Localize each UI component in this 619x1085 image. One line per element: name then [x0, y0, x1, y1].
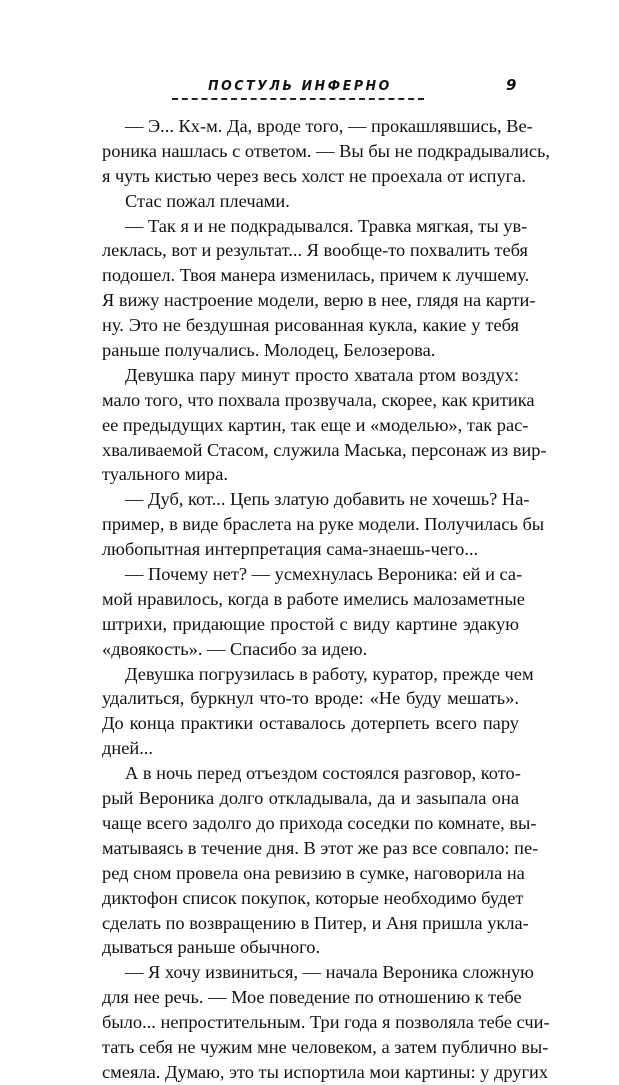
text-line: дней... [102, 738, 153, 759]
text-line: чаще всего задолго до прихода соседки по комнате, вы- [102, 812, 537, 833]
text-line: Я вижу настроение модели, верю в нее, глядя на карти- [102, 290, 536, 311]
text-line: мой нравилось, когда в работе имелись малозаметные [102, 588, 525, 609]
text-line: роника нашлась с ответом. — Вы бы не подкрадывались, [102, 140, 551, 161]
text-line: пример, в виде браслета на руке модели. Получилась бы [102, 514, 545, 535]
text-line: — Почему нет? — усмехнулась Вероника: ей и са- [125, 564, 523, 585]
text-line: раньше получались. Молодец, Белозерова. [102, 340, 436, 361]
text-line: подошел. Твоя манера изменилась, причем к лучшему. [102, 265, 530, 286]
text-line: — Дуб, кот... Цепь златую добавить не хочешь? На- [125, 489, 530, 510]
text-line: удалиться, буркнул что-то вроде: «Не буду мешать». [102, 688, 519, 709]
text-line: — Э... Кх-м. Да, вроде того, — прокашлявшись, Ве- [125, 116, 533, 136]
text-line: любопытная интерпретация сама-знаешь-чего... [102, 539, 479, 560]
header-dashed-rule [172, 98, 424, 100]
text-line: было... непростительным. Три года я позволяла тебе счи- [102, 1012, 550, 1033]
text-line: тать себя не чужим мне человеком, а затем публично вы- [102, 1036, 549, 1057]
text-line: туального мира. [102, 464, 228, 485]
text-line: леклась, вот и результат... Я вообще-то похвалить тебя [102, 240, 528, 261]
text-line: диктофон список покупок, которые необходимо будет [102, 887, 524, 908]
text-line: Девушка пару минут просто хватала ртом воздух: [125, 364, 519, 385]
body-text [102, 114, 551, 1085]
running-title: ПОСТУЛЬ ИНФЕРНО [208, 77, 392, 94]
text-line: смеяла. Думаю, это ты испортила мои картины: у других [102, 1061, 549, 1082]
text-line: Девушка погрузилась в работу, куратор, прежде чем [125, 663, 534, 684]
text-line: я чуть кистью через весь холст не проехала от испуга. [102, 165, 526, 186]
text-line: «двоякость». — Спасибо за идею. [102, 638, 368, 659]
text-line: матываясь в течение дня. В этот же раз все совпало: пе- [102, 837, 539, 858]
text-line: мало того, что похвала прозвучала, скорее, как критика [102, 389, 535, 410]
text-line: ну. Это не бездушная рисованная кукла, какие у тебя [102, 315, 519, 336]
text-line: хваливаемой Стасом, служила Маська, персонаж из вир- [102, 439, 547, 460]
text-line: До конца практики оставалось дотерпеть всего пару [102, 713, 519, 734]
text-line: А в ночь перед отъездом состоялся разговор, кото- [125, 763, 521, 784]
text-line: дываться раньше обычного. [102, 937, 321, 958]
page-number: 9 [506, 76, 517, 94]
text-line: штрихи, придающие простой с виду картине эдакую [102, 613, 519, 634]
text-line: для нее речь. — Мое поведение по отношению к тебе [102, 987, 522, 1008]
text-line: ред сном провела она ревизию в сумке, наговорила на [102, 862, 525, 883]
text-line: ее предыдущих картин, так еще и «моделью», так рас- [102, 414, 529, 435]
text-line: — Так я и не подкрадывался. Травка мягкая, ты ув- [125, 215, 528, 236]
text-line: — Я хочу извиниться, — начала Вероника сложную [125, 962, 534, 983]
text-line: сделать по возвращению в Питер, и Аня пришла укла- [102, 912, 529, 933]
text-line: Стас пожал плечами. [125, 190, 290, 211]
text-line: рый Вероника долго откладывала, да и зasыпала она [102, 788, 519, 809]
